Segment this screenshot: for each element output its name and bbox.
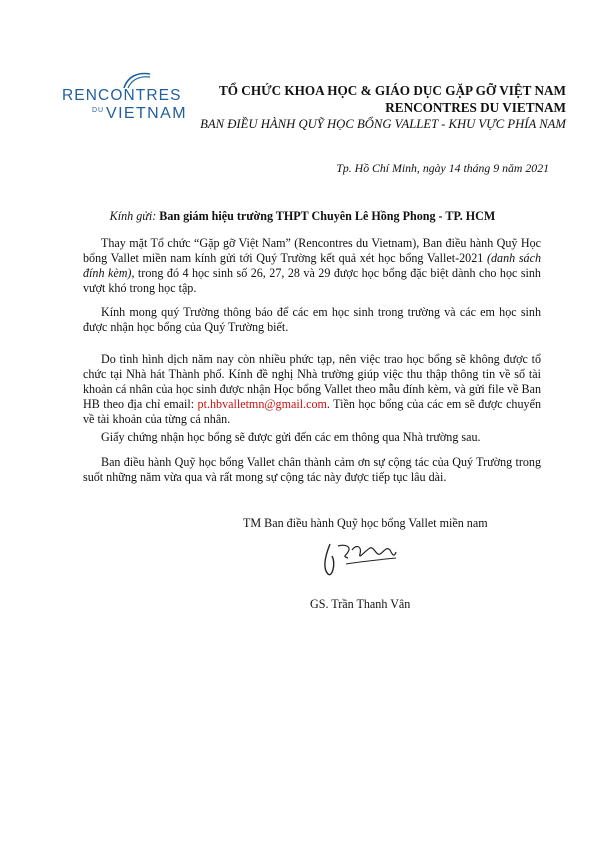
- p3-text-a: Do tình hình dịch năm nay còn nhiều phức tạp, nên việc trao học bổng sẽ không được tổ chức tại Nhà hát Thành phố. Kính đề nghị Nhà trường giúp việc thu thập thông tin về số tài khoản cá nhân của học sinh được nhận Học bổng Vallet theo mẫu đính kèm, và gửi file về Ban HB theo địa chỉ email:: [83, 352, 541, 412]
- logo-line2: VIETNAM: [106, 105, 187, 122]
- paragraph-4: Giấy chứng nhận học bổng sẽ được gửi đến các em thông qua Nhà trường sau.: [101, 430, 481, 444]
- header-org-alt: RENCONTRES DU VIETNAM: [385, 100, 566, 115]
- logo-du: DU: [92, 107, 105, 114]
- handwritten-signature: [318, 534, 418, 584]
- signatory-name: GS. Trần Thanh Vân: [310, 597, 411, 611]
- p1-italic: (danh sách đính kèm): [83, 251, 541, 281]
- header-org-name: TỔ CHỨC KHOA HỌC & GIÁO DỤC GẶP GỠ VIỆT NAM: [218, 83, 566, 98]
- signature-title: TM Ban điều hành Quỹ học bổng Vallet miền nam: [243, 516, 488, 530]
- paragraph-2: Kính mong quý Trường thông báo để các em học sinh trong trường và các em học sinh được nhận học bổng của Quý Trường biết.: [83, 305, 541, 335]
- rencontres-logo: [62, 84, 187, 134]
- email-link[interactable]: pt.hbvalletmn@gmail.com: [197, 397, 327, 412]
- p1-text-a: Thay mặt Tổ chức “Gặp gỡ Việt Nam” (Rencontres du Vietnam), Ban điều hành Quỹ Học bổng Vallet miền nam kính gửi tới Quý Trường kết quả xét học bổng Vallet-2021: [83, 236, 541, 266]
- paragraph-5: Ban điều hành Quỹ học bổng Vallet chân thành cảm ơn sự cộng tác của Quý Trường trong suốt những năm vừa qua và rất mong sự cộng tác này được tiếp tục lâu dài.: [83, 455, 541, 485]
- header-board: BAN ĐIỀU HÀNH QUỸ HỌC BỔNG VALLET - KHU VỰC PHÍA NAM: [200, 117, 566, 131]
- p1-text-b: , trong đó 4 học sinh số 26, 27, 28 và 29 được học bổng đặc biệt dành cho học sinh vượt khó trong học tập.: [83, 266, 541, 296]
- paragraph-3: [83, 352, 541, 427]
- recipient-name: Ban giám hiệu trường THPT Chuyên Lê Hồng Phong - TP. HCM: [159, 209, 496, 223]
- p3-text-b: . Tiền học bổng của các em sẽ được chuyển về tài khoản của từng cá nhân.: [83, 397, 541, 427]
- recipient-line: [0, 209, 605, 224]
- paragraph-1: [83, 236, 541, 296]
- letter-date: Tp. Hồ Chí Minh, ngày 14 tháng 9 năm 2021: [336, 161, 549, 175]
- recipient-label: Kính gửi:: [109, 209, 157, 223]
- logo-line1: RENCONTRES: [62, 87, 182, 104]
